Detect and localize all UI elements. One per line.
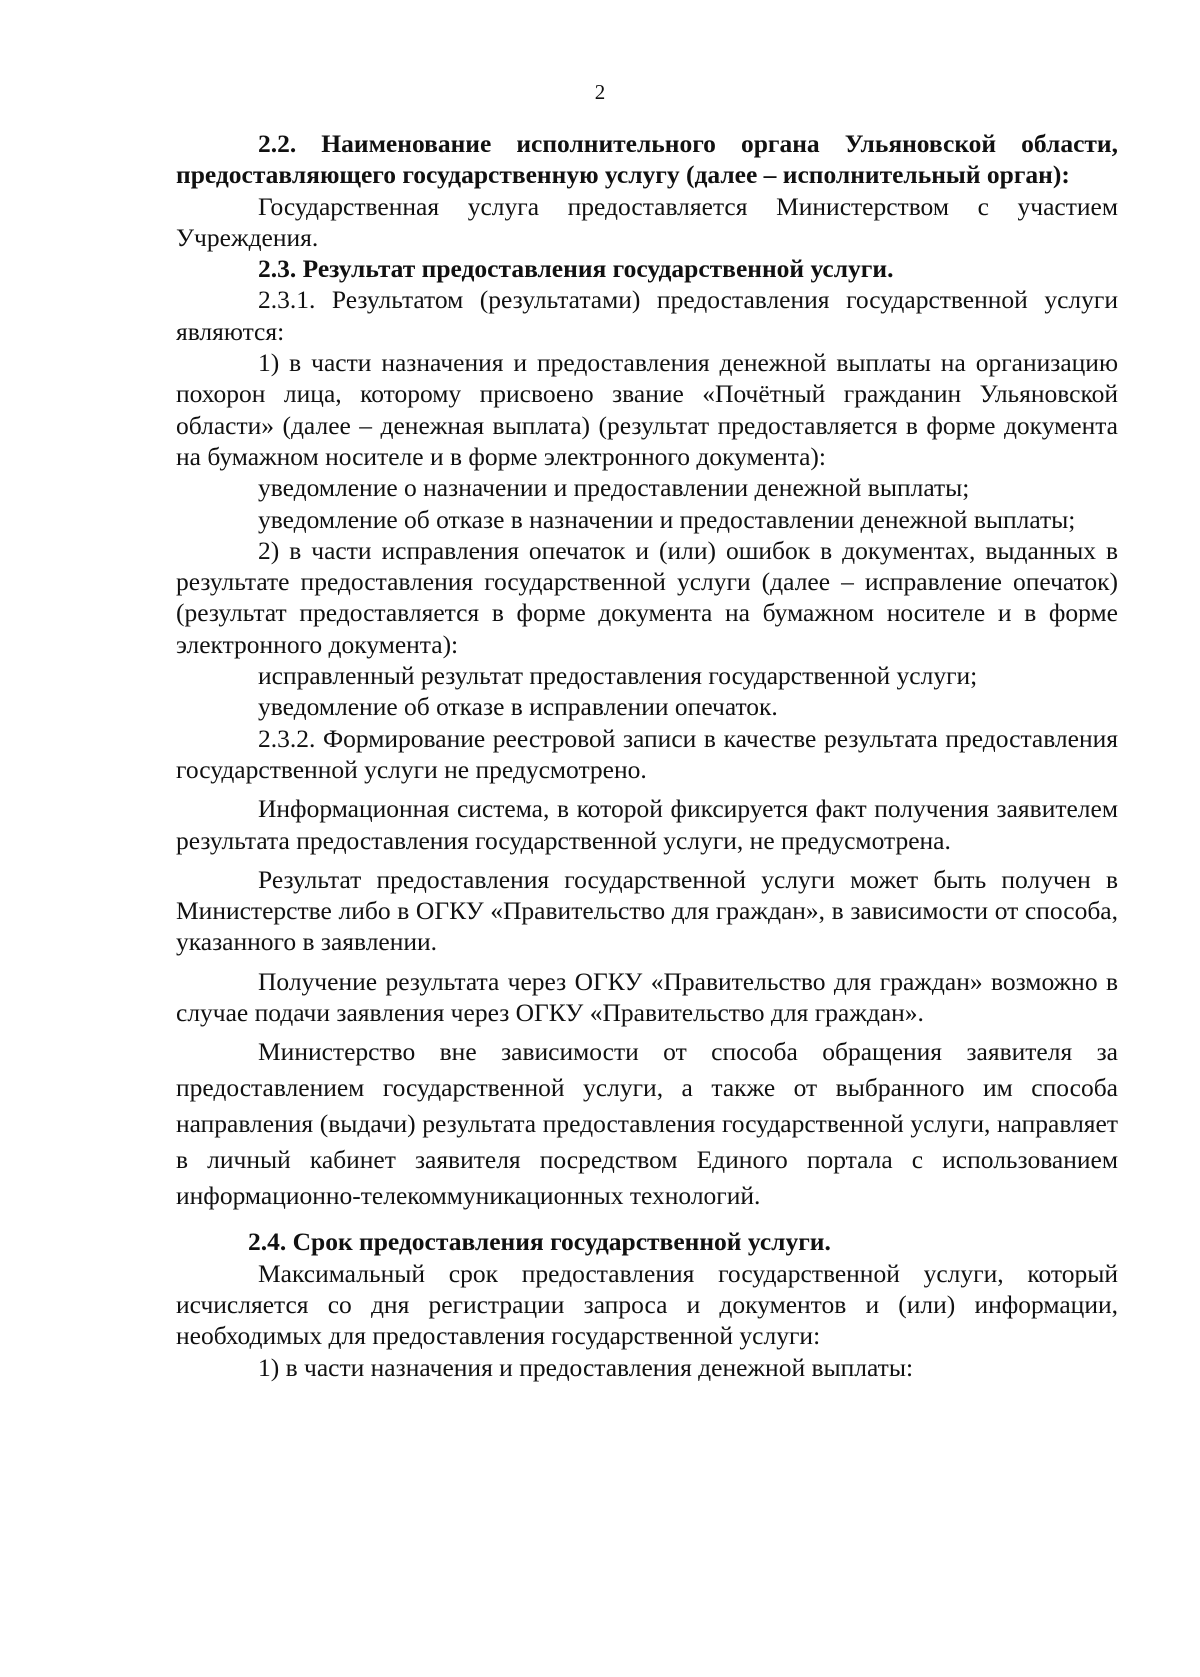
paragraph: уведомление о назначении и предоставлении денежной выплаты;	[258, 473, 970, 503]
paragraph: Максимальный срок предоставления государственной услуги, который исчисляется со дня регистрации запроса и документов и (или) информации, необходимых для предоставления государственной услуги:	[176, 1258, 1118, 1351]
paragraph: исправленный результат предоставления государственной услуги;	[258, 661, 978, 691]
paragraph: Государственная услуга предоставляется Министерством с участием Учреждения.	[176, 191, 1118, 252]
paragraph: Получение результата через ОГКУ «Правительство для граждан» возможно в случае подачи заявления через ОГКУ «Правительство для граждан».	[176, 966, 1118, 1028]
paragraph: Информационная система, в которой фиксируется факт получения заявителем результата предоставления государственной услуги, не предусмотрена.	[176, 794, 1118, 855]
paragraph: 2.3.1. Результатом (результатами) предоставления государственной услуги являются:	[176, 285, 1118, 346]
paragraph: Результат предоставления государственной услуги может быть получен в Министерстве либо в ОГКУ «Правительство для граждан», в зависимости от способа, указанного в заявлении.	[176, 864, 1118, 957]
list-item: 1) в части назначения и предоставления денежной выплаты на организацию похорон лица, которому присвоено звание «Почётный гражданин Ульяновской области» (далее – денежная выплата) (результат предоставляется в форме документа на бумажном носителе и в форме электронного документа):	[176, 348, 1118, 471]
document-body	[176, 128, 1118, 1383]
list-item: 2) в части исправления опечаток и (или) ошибок в документах, выданных в результате предоставления государственной услуги (далее – исправление опечаток) (результат предоставляется в форме документа на бумажном носителе и в форме электронного документа):	[176, 535, 1118, 659]
section-heading-2-3: 2.3. Результат предоставления государственной услуги.	[258, 254, 894, 284]
list-item: 1) в части назначения и предоставления денежной выплаты:	[258, 1352, 914, 1382]
paragraph: уведомление об отказе в назначении и предоставлении денежной выплаты;	[258, 504, 1076, 534]
paragraph: Министерство вне зависимости от способа обращения заявителя за предоставлением государственной услуги, а также от выбранного им способа направления (выдачи) результата предоставления государственной услуги, направляет в личный кабинет заявителя посредством Единого портала с использованием информационно-телекоммуникационных технологий.	[176, 1037, 1118, 1211]
section-heading-2-2: 2.2. Наименование исполнительного органа Ульяновской области, предоставляющего государственную услугу (далее – исполнительный орган):	[176, 129, 1118, 190]
section-heading-2-4: 2.4. Срок предоставления государственной услуги.	[248, 1227, 831, 1257]
page-number: 2	[594, 80, 606, 104]
paragraph: уведомление об отказе в исправлении опечаток.	[258, 692, 778, 722]
paragraph: 2.3.2. Формирование реестровой записи в качестве результата предоставления государственной услуги не предусмотрено.	[176, 723, 1118, 784]
